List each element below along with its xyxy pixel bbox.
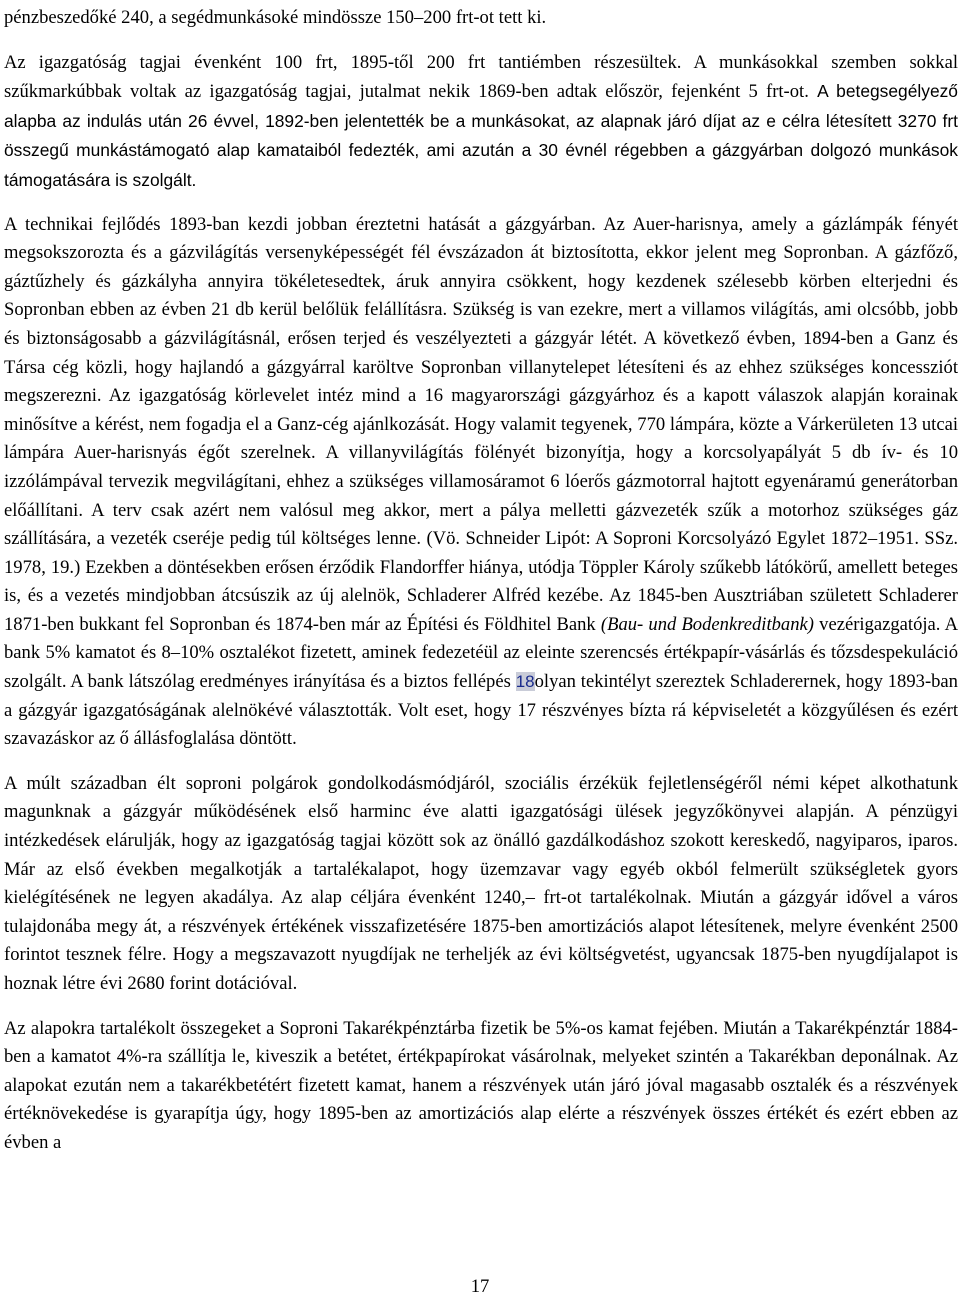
paragraph-technical-development-text: A technikai fejlődés 1893-ban kezdi jobban éreztetni hatását a gázgyárban. Az Auer-harisnya, amely a gázlámpák fényét megsokszorozta és a gázvilágítás versenyképességét fél évszázadon át biztosította, ekkor jelent meg Sopronban. A gázfőző, gáztűzhely és gázkályha annyira tökéletesedtek, áruk annyira csökkent, hogy kezdenek szélesebb körben elterjedni és Sopronban ebben az évben 21 db kerül belőlük felállításra. Szükség is van ezekre, mert a villamos világítás, ami olcsóbb, jobb és biztonságosabb a gázvilágításnál, erősen terjed és veszélyezteti a gázgyár létét. A következő évben, 1894-ben a Ganz és Társa cég közli, hogy hajlandó a gázgyárral karöltve Sopronban villanytelepet létesíteni és az ehhez szükséges koncessziót megszerezni. Az igazgatóság körlevelet intéz mind a 16 magyarországi gázgyárhoz és a kapott válaszok alapján korainak minősítve a kérést, nem fogadja el a Ganz-cég ajánlkozását. Hogy valamit tegyenek, 770 lámpára, közte a Várkerületen 13 utcai lámpára Auer-harisnyás égőt szerelnek. A villanyvilágítás fölényét bizonyítja, hogy a korcsolyapályát 5 db ív- és 10 izzólámpával tervezik megvilágítani, ehhez a szükséges villamosáramot 6 lóerős gázmotorral hajtott egyenáramú generátorban előállítani. A terv csak azért nem valósul meg akkor, mert a pálya melletti gázvezeték szűk a motorhoz szükséges gáz szállítására, a vezeték cseréje pedig túl költséges lenne. (Vö. Schneider Lipót: A Soproni Korcsolyázó Egylet 1872–1951. SSz. 1978, 19.) Ezekben a döntésekben erősen érződik Flandorffer hiánya, utódja Töppler Károly szűkebb látókörű, amellett beteges is, és a vezetés mindjobban átcsúszik az új alelnök, Schladerer Alfréd kezébe. Az 1845-ben Ausztriában született Schladerer 1871-ben bukkant fel Sopronban és 1874-ben már az Építési és Földhitel Bank	[4, 213, 958, 635]
paragraph-technical-development	[4, 211, 958, 754]
paragraph-continuation: pénzbeszedőké 240, a segédmunkásoké mindössze 150–200 frt-ot tett ki.	[4, 7, 547, 28]
paragraph-board-tantieme-text: Az igazgatóság tagjai évenként 100 frt, 1895-től 200 frt tantiémben részesültek. A munkásokkal szemben sokkal szűkmarkúbbak voltak az igazgatóság tagjai, jutalmat nekik 1869-ben adtak először, fejenként 5 frt-ot.	[4, 51, 958, 103]
page-number: 17	[470, 1276, 490, 1297]
paragraph-sickness-fund-text: A betegsegélyező alapba az indulás után 26 évvel, 1892-ben jelentették be a munkásokat, az alapnak járó díjat az e célra létesített 3270 frt összegű munkástámogató alap kamataiból fedezték, ami azután a 30 évnél régebben a gázgyárban dolgozó munkások támogatására is szolgált.	[4, 81, 958, 190]
paragraph-board-tantieme	[4, 49, 958, 196]
paragraph-bank-text: vezérigazgatója. A bank 5% kamatot és 8–10% osztalékot fizetett, aminek fedezetéül az eleinte szerencsés értékpapír-vásárlás és tőzsdespekuláció szolgált. A bank látszólag eredményes irányítása és a biztos fellépés	[4, 613, 959, 693]
paragraph-schladerer-text: olyan tekintélyt szereztek Schladerernek, hogy 1893-ban a gázgyár igazgatóságának alelnökévé választották. Volt eset, hogy 17 részvényes bízta rá képviseletét a közgyűlésen és ezért szavazáskor az ő állásfoglalása döntött.	[4, 671, 958, 750]
paragraph-citizens-mentality: A múlt században élt soproni polgárok gondolkodásmódjáról, szociális érzékük fejletlenségéről némi képet alkothatunk magunknak a gázgyár működésének első harminc éve alatti igazgatósági ülések jegyzőkönyvei alapján. A pénzügyi intézkedések elárulják, hogy az igazgatóság tagjai között sok az önálló gazdálkodáshoz szokott kereskedő, nagyiparos, iparos. Már az első években megalkotják a tartalékalapot, hogy üzemzavar vagy egyéb okból felmerült szükségletek gyors kielégítésének ne legyen akadálya. Az alap céljára évenként 1240,– frt-ot tartalékolnak. Miután a gázgyár idővel a város tulajdonába megy át, a részvények értékének visszafizetésére 1875-ben amortizációs alapot létesítenek, melyre évenként 2500 forintot tesznek félre. Hogy a megszavazott nyugdíjak ne terheljék az évi költségvetést, ugyancsak 1875-ben nyugdíjalapot is hoznak létre évi 2680 forint dotációval.	[4, 772, 958, 994]
bank-german-name: (Bau- und Bodenkreditbank)	[600, 613, 814, 635]
page-reference-link[interactable]: 18	[515, 672, 535, 692]
paragraph-savings-bank: Az alapokra tartalékolt összegeket a Soproni Takarékpénztárba fizetik be 5%-os kamat fejében. Miután a Takarékpénztár 1884-ben a kamatot 4%-ra szállítja le, kiveszik a betétet, értékpapírokat vásárolnak, melyeket szintén a Takarékban deponálnak. Az alapokat ezután nem a takarékbetétért fizetett kamat, hanem a részvények után járó jóval magasabb osztalék és a részvények értéknövekedése is gyarapítja úgy, hogy 1895-ben az amortizációs alap elérte a részvények összes értékét és ezért ebben az évben a	[4, 1017, 958, 1153]
